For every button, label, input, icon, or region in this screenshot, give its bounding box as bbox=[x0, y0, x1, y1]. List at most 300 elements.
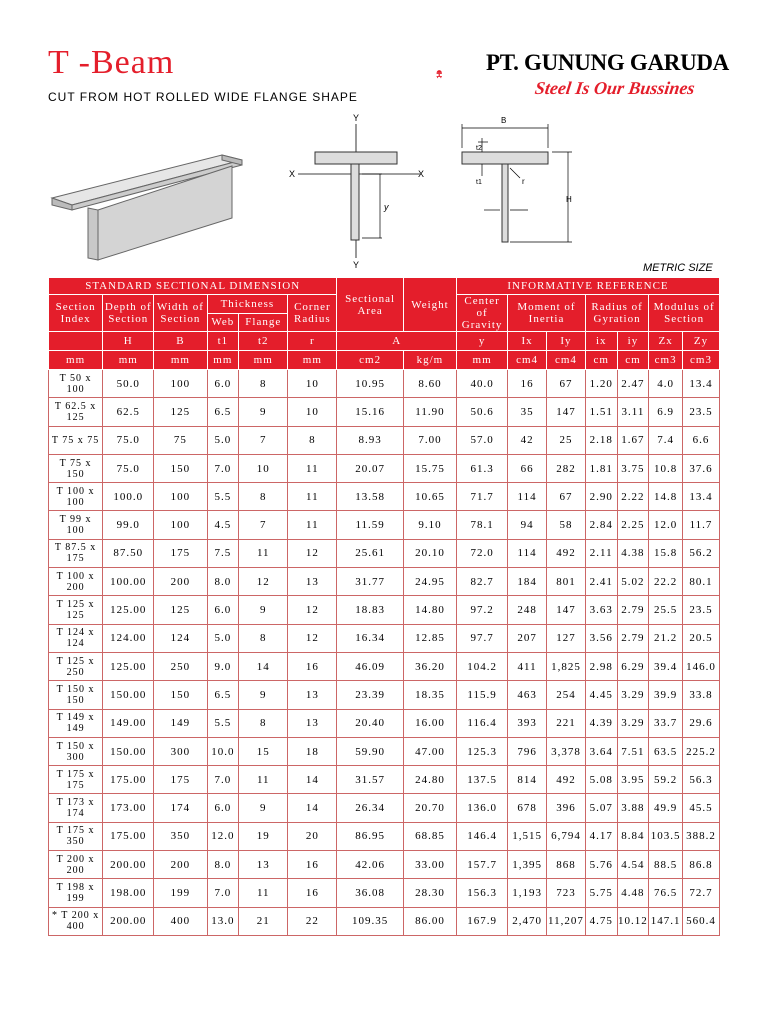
table-cell: 13 bbox=[288, 568, 337, 596]
axis-y-bottom-label: Y bbox=[353, 260, 360, 270]
table-row bbox=[49, 652, 720, 680]
section-index-cell: T 150 x 300 bbox=[49, 737, 103, 765]
unit-header: mm bbox=[49, 351, 103, 370]
t-beam-diagrams bbox=[0, 110, 768, 270]
table-cell: 14 bbox=[239, 652, 288, 680]
table-cell: 12.0 bbox=[649, 511, 683, 539]
table-cell: 56.2 bbox=[683, 539, 720, 567]
table-cell: 86.95 bbox=[337, 822, 403, 850]
table-cell: 67 bbox=[547, 370, 586, 398]
table-cell: 4.5 bbox=[207, 511, 239, 539]
table-cell: 13.4 bbox=[683, 483, 720, 511]
table-cell: 5.5 bbox=[207, 483, 239, 511]
table-cell: 10 bbox=[239, 454, 288, 482]
table-cell: 3.95 bbox=[617, 766, 649, 794]
metric-size-label: METRIC SIZE bbox=[643, 262, 713, 274]
table-cell: 7.0 bbox=[207, 879, 239, 907]
table-cell: 20.5 bbox=[683, 624, 720, 652]
section-index-cell: T 100 x 200 bbox=[49, 568, 103, 596]
table-cell: 4.39 bbox=[585, 709, 617, 737]
table-cell: 150 bbox=[154, 681, 207, 709]
table-cell: 39.9 bbox=[649, 681, 683, 709]
table-cell: 18.35 bbox=[403, 681, 456, 709]
table-cell: 10.12 bbox=[617, 907, 649, 935]
table-cell: 19 bbox=[239, 822, 288, 850]
table-cell: 225.2 bbox=[683, 737, 720, 765]
table-cell: 47.00 bbox=[403, 737, 456, 765]
cross-section-shape bbox=[315, 152, 397, 240]
unit-header: mm bbox=[154, 351, 207, 370]
table-cell: 200.00 bbox=[103, 907, 154, 935]
table-cell: 388.2 bbox=[683, 822, 720, 850]
dim-t2-label: t2 bbox=[476, 145, 482, 152]
col-center-header: Center of Gravity bbox=[457, 295, 508, 332]
table-row bbox=[49, 737, 720, 765]
table-cell: 7.0 bbox=[207, 454, 239, 482]
table-cell: 175 bbox=[154, 766, 207, 794]
table-cell: 801 bbox=[547, 568, 586, 596]
table-cell: 15 bbox=[239, 737, 288, 765]
dim-b-label: B bbox=[501, 116, 507, 125]
table-cell: 109.35 bbox=[337, 907, 403, 935]
table-cell: 20.07 bbox=[337, 454, 403, 482]
table-cell: 82.7 bbox=[457, 568, 508, 596]
table-cell: 124 bbox=[154, 624, 207, 652]
table-cell: 35 bbox=[508, 398, 547, 426]
table-cell: 796 bbox=[508, 737, 547, 765]
table-cell: 4.54 bbox=[617, 851, 649, 879]
table-cell: 10.8 bbox=[649, 454, 683, 482]
table-cell: 560.4 bbox=[683, 907, 720, 935]
table-cell: 18 bbox=[288, 737, 337, 765]
table-cell: 12 bbox=[288, 624, 337, 652]
table-cell: 25.61 bbox=[337, 539, 403, 567]
table-cell: 42.06 bbox=[337, 851, 403, 879]
table-cell: 8 bbox=[239, 370, 288, 398]
table-cell: 5.07 bbox=[585, 794, 617, 822]
table-cell: 59.2 bbox=[649, 766, 683, 794]
table-cell: 5.0 bbox=[207, 426, 239, 454]
table-cell: 463 bbox=[508, 681, 547, 709]
table-cell: 11,207 bbox=[547, 907, 586, 935]
table-cell: 97.2 bbox=[457, 596, 508, 624]
symbol-header: Ix bbox=[508, 332, 547, 351]
table-cell: 88.5 bbox=[649, 851, 683, 879]
col-weight-header: Weight bbox=[403, 278, 456, 332]
table-cell: 678 bbox=[508, 794, 547, 822]
unit-header: mm bbox=[207, 351, 239, 370]
table-cell: 200 bbox=[154, 851, 207, 879]
table-cell: 15.75 bbox=[403, 454, 456, 482]
table-cell: 13.0 bbox=[207, 907, 239, 935]
table-row bbox=[49, 822, 720, 850]
table-cell: 156.3 bbox=[457, 879, 508, 907]
table-row bbox=[49, 539, 720, 567]
table-cell: 24.95 bbox=[403, 568, 456, 596]
table-cell: 2.98 bbox=[585, 652, 617, 680]
table-cell: 5.08 bbox=[585, 766, 617, 794]
table-cell: 3.64 bbox=[585, 737, 617, 765]
table-cell: 1.20 bbox=[585, 370, 617, 398]
table-cell: 72.7 bbox=[683, 879, 720, 907]
t-beam-3d-drawing bbox=[52, 155, 242, 260]
table-cell: 18.83 bbox=[337, 596, 403, 624]
table-cell: 400 bbox=[154, 907, 207, 935]
table-cell: 20.70 bbox=[403, 794, 456, 822]
table-cell: 492 bbox=[547, 766, 586, 794]
table-row bbox=[49, 370, 720, 398]
table-row bbox=[49, 879, 720, 907]
table-cell: 99.0 bbox=[103, 511, 154, 539]
table-cell: 10.65 bbox=[403, 483, 456, 511]
table-cell: 26.34 bbox=[337, 794, 403, 822]
table-cell: 10 bbox=[288, 398, 337, 426]
section-index-cell: T 149 x 149 bbox=[49, 709, 103, 737]
table-cell: 814 bbox=[508, 766, 547, 794]
section-index-cell: * T 200 x 400 bbox=[49, 907, 103, 935]
page-subtitle: CUT FROM HOT ROLLED WIDE FLANGE SHAPE bbox=[48, 90, 358, 104]
table-cell: 7 bbox=[239, 426, 288, 454]
axis-x-right-label: X bbox=[418, 169, 425, 179]
table-cell: 20.10 bbox=[403, 539, 456, 567]
table-cell: 136.0 bbox=[457, 794, 508, 822]
table-cell: 21.2 bbox=[649, 624, 683, 652]
table-cell: 3.88 bbox=[617, 794, 649, 822]
table-cell: 4.45 bbox=[585, 681, 617, 709]
table-cell: 11 bbox=[239, 766, 288, 794]
table-cell: 31.57 bbox=[337, 766, 403, 794]
table-cell: 7.4 bbox=[649, 426, 683, 454]
table-cell: 8 bbox=[239, 483, 288, 511]
table-cell: 40.0 bbox=[457, 370, 508, 398]
dim-r-label: r bbox=[522, 177, 525, 186]
table-cell: 86.00 bbox=[403, 907, 456, 935]
company-slogan: Steel Is Our Bussines bbox=[533, 78, 697, 98]
table-cell: 207 bbox=[508, 624, 547, 652]
table-row bbox=[49, 596, 720, 624]
table-row bbox=[49, 794, 720, 822]
unit-header: cm3 bbox=[683, 351, 720, 370]
table-cell: 94 bbox=[508, 511, 547, 539]
table-cell: 13.4 bbox=[683, 370, 720, 398]
table-cell: 71.7 bbox=[457, 483, 508, 511]
table-cell: 146.4 bbox=[457, 822, 508, 850]
table-cell: 22 bbox=[288, 907, 337, 935]
table-cell: 3,378 bbox=[547, 737, 586, 765]
col-moment-header: Moment of Inertia bbox=[508, 295, 586, 332]
table-cell: 16.34 bbox=[337, 624, 403, 652]
table-cell: 2.18 bbox=[585, 426, 617, 454]
table-cell: 8.84 bbox=[617, 822, 649, 850]
col-radius-header: Radius of Gyration bbox=[585, 295, 648, 332]
table-cell: 75.0 bbox=[103, 454, 154, 482]
section-index-cell: T 150 x 150 bbox=[49, 681, 103, 709]
table-cell: 103.5 bbox=[649, 822, 683, 850]
table-cell: 115.9 bbox=[457, 681, 508, 709]
dim-h-label: H bbox=[566, 195, 572, 204]
col-width-header: Width of Section bbox=[154, 295, 207, 332]
section-index-cell: T 100 x 100 bbox=[49, 483, 103, 511]
table-cell: 175.00 bbox=[103, 766, 154, 794]
table-cell: 20.40 bbox=[337, 709, 403, 737]
table-cell: 157.7 bbox=[457, 851, 508, 879]
symbol-header: ix bbox=[585, 332, 617, 351]
table-row bbox=[49, 907, 720, 935]
table-cell: 68.85 bbox=[403, 822, 456, 850]
table-cell: 2.84 bbox=[585, 511, 617, 539]
table-cell: 50.6 bbox=[457, 398, 508, 426]
table-cell: 4.0 bbox=[649, 370, 683, 398]
company-name: PT. GUNUNG GARUDA bbox=[486, 50, 729, 75]
table-cell: 23.39 bbox=[337, 681, 403, 709]
table-cell: 45.5 bbox=[683, 794, 720, 822]
table-cell: 221 bbox=[547, 709, 586, 737]
table-cell: 350 bbox=[154, 822, 207, 850]
table-cell: 200 bbox=[154, 568, 207, 596]
table-cell: 8 bbox=[239, 709, 288, 737]
table-cell: 14 bbox=[288, 766, 337, 794]
table-cell: 56.3 bbox=[683, 766, 720, 794]
unit-header: cm3 bbox=[649, 351, 683, 370]
table-cell: 5.02 bbox=[617, 568, 649, 596]
table-cell: 4.48 bbox=[617, 879, 649, 907]
sym-empty-cell bbox=[49, 332, 103, 351]
table-cell: 22.2 bbox=[649, 568, 683, 596]
table-cell: 2.22 bbox=[617, 483, 649, 511]
table-cell: 12 bbox=[239, 568, 288, 596]
section-index-cell: T 125 x 125 bbox=[49, 596, 103, 624]
col-modulus-header: Modulus of Section bbox=[649, 295, 720, 332]
table-cell: 1,825 bbox=[547, 652, 586, 680]
unit-header: mm bbox=[239, 351, 288, 370]
table-cell: 1.51 bbox=[585, 398, 617, 426]
col-thickness-header: Thickness bbox=[207, 295, 288, 314]
table-cell: 36.20 bbox=[403, 652, 456, 680]
symbol-header: r bbox=[288, 332, 337, 351]
table-cell: 37.6 bbox=[683, 454, 720, 482]
table-cell: 8.93 bbox=[337, 426, 403, 454]
table-cell: 125.3 bbox=[457, 737, 508, 765]
table-cell: 393 bbox=[508, 709, 547, 737]
symbol-header: y bbox=[457, 332, 508, 351]
table-cell: 7.00 bbox=[403, 426, 456, 454]
table-cell: 11.59 bbox=[337, 511, 403, 539]
table-cell: 23.5 bbox=[683, 398, 720, 426]
section-index-cell: T 99 x 100 bbox=[49, 511, 103, 539]
unit-header: kg/m bbox=[403, 351, 456, 370]
table-cell: 50.0 bbox=[103, 370, 154, 398]
axis-y-top-label: Y bbox=[353, 113, 360, 123]
table-cell: 4.75 bbox=[585, 907, 617, 935]
table-cell: 6.29 bbox=[617, 652, 649, 680]
table-cell: 25.5 bbox=[649, 596, 683, 624]
table-cell: 1,395 bbox=[508, 851, 547, 879]
table-row bbox=[49, 709, 720, 737]
section-index-cell: T 62.5 x 125 bbox=[49, 398, 103, 426]
table-cell: 42 bbox=[508, 426, 547, 454]
table-cell: 300 bbox=[154, 737, 207, 765]
table-cell: 6.6 bbox=[683, 426, 720, 454]
dim-t1-label: t1 bbox=[476, 179, 482, 186]
dim-y-label: y bbox=[384, 202, 389, 212]
table-cell: 23.5 bbox=[683, 596, 720, 624]
table-cell: 9 bbox=[239, 398, 288, 426]
symbol-header: Iy bbox=[547, 332, 586, 351]
table-cell: 80.1 bbox=[683, 568, 720, 596]
table-cell: 33.00 bbox=[403, 851, 456, 879]
table-row bbox=[49, 511, 720, 539]
table-cell: 149 bbox=[154, 709, 207, 737]
table-cell: 36.08 bbox=[337, 879, 403, 907]
table-row bbox=[49, 483, 720, 511]
table-cell: 175.00 bbox=[103, 822, 154, 850]
table-cell: 167.9 bbox=[457, 907, 508, 935]
table-row bbox=[49, 624, 720, 652]
table-cell: 100 bbox=[154, 511, 207, 539]
section-index-cell: T 75 x 75 bbox=[49, 426, 103, 454]
table-cell: 59.90 bbox=[337, 737, 403, 765]
unit-header: cm4 bbox=[508, 351, 547, 370]
table-cell: 3.75 bbox=[617, 454, 649, 482]
col-flange-header: Flange bbox=[239, 313, 288, 332]
table-cell: 24.80 bbox=[403, 766, 456, 794]
table-cell: 12.85 bbox=[403, 624, 456, 652]
table-cell: 250 bbox=[154, 652, 207, 680]
section-index-cell: T 200 x 200 bbox=[49, 851, 103, 879]
table-cell: 33.8 bbox=[683, 681, 720, 709]
table-cell: 248 bbox=[508, 596, 547, 624]
table-cell: 10.0 bbox=[207, 737, 239, 765]
table-cell: 75 bbox=[154, 426, 207, 454]
col-depth-header: Depth of Section bbox=[103, 295, 154, 332]
table-row bbox=[49, 426, 720, 454]
table-cell: 254 bbox=[547, 681, 586, 709]
table-cell: 198.00 bbox=[103, 879, 154, 907]
table-cell: 1.81 bbox=[585, 454, 617, 482]
table-cell: 6.0 bbox=[207, 794, 239, 822]
col-corner-header: Corner Radius bbox=[288, 295, 337, 332]
table-cell: 63.5 bbox=[649, 737, 683, 765]
table-cell: 174 bbox=[154, 794, 207, 822]
table-cell: 125 bbox=[154, 398, 207, 426]
table-cell: 5.5 bbox=[207, 709, 239, 737]
table-cell: 104.2 bbox=[457, 652, 508, 680]
symbol-header: iy bbox=[617, 332, 649, 351]
table-cell: 16 bbox=[288, 652, 337, 680]
table-cell: 13 bbox=[239, 851, 288, 879]
table-cell: 97.7 bbox=[457, 624, 508, 652]
table-cell: 7.51 bbox=[617, 737, 649, 765]
table-cell: 12 bbox=[288, 596, 337, 624]
table-cell: 125.00 bbox=[103, 596, 154, 624]
table-cell: 3.29 bbox=[617, 681, 649, 709]
table-cell: 33.7 bbox=[649, 709, 683, 737]
symbol-header: t2 bbox=[239, 332, 288, 351]
table-cell: 14.8 bbox=[649, 483, 683, 511]
col-area-header: Sectional Area bbox=[337, 278, 403, 332]
table-cell: 1,193 bbox=[508, 879, 547, 907]
table-cell: 100 bbox=[154, 370, 207, 398]
table-cell: 147 bbox=[547, 596, 586, 624]
unit-header: mm bbox=[288, 351, 337, 370]
table-cell: 8.0 bbox=[207, 851, 239, 879]
group-info-header: INFORMATIVE REFERENCE bbox=[457, 278, 720, 295]
table-cell: 8.0 bbox=[207, 568, 239, 596]
table-cell: 6,794 bbox=[547, 822, 586, 850]
table-row bbox=[49, 398, 720, 426]
table-cell: 49.9 bbox=[649, 794, 683, 822]
table-cell: 72.0 bbox=[457, 539, 508, 567]
symbol-header: Zy bbox=[683, 332, 720, 351]
section-index-cell: T 173 x 174 bbox=[49, 794, 103, 822]
table-cell: 6.0 bbox=[207, 596, 239, 624]
table-cell: 2.79 bbox=[617, 596, 649, 624]
table-row bbox=[49, 454, 720, 482]
table-cell: 100 bbox=[154, 483, 207, 511]
table-cell: 25 bbox=[547, 426, 586, 454]
table-cell: 9.10 bbox=[403, 511, 456, 539]
table-cell: 66 bbox=[508, 454, 547, 482]
table-cell: 3.56 bbox=[585, 624, 617, 652]
table-cell: 16 bbox=[288, 851, 337, 879]
table-cell: 1.67 bbox=[617, 426, 649, 454]
symbol-header: A bbox=[337, 332, 457, 351]
symbol-header: B bbox=[154, 332, 207, 351]
table-cell: 2,470 bbox=[508, 907, 547, 935]
section-index-cell: T 50 x 100 bbox=[49, 370, 103, 398]
table-cell: 75.0 bbox=[103, 426, 154, 454]
table-cell: 199 bbox=[154, 879, 207, 907]
table-cell: 150 bbox=[154, 454, 207, 482]
table-cell: 8 bbox=[288, 426, 337, 454]
table-cell: 11 bbox=[239, 539, 288, 567]
table-cell: 11 bbox=[288, 454, 337, 482]
table-cell: 6.5 bbox=[207, 398, 239, 426]
table-cell: 67 bbox=[547, 483, 586, 511]
table-cell: 9.0 bbox=[207, 652, 239, 680]
table-cell: 7 bbox=[239, 511, 288, 539]
table-cell: 127 bbox=[547, 624, 586, 652]
table-cell: 28.30 bbox=[403, 879, 456, 907]
table-cell: 11 bbox=[239, 879, 288, 907]
table-cell: 8 bbox=[239, 624, 288, 652]
table-cell: 868 bbox=[547, 851, 586, 879]
table-cell: 125 bbox=[154, 596, 207, 624]
table-cell: 78.1 bbox=[457, 511, 508, 539]
page-title: T -Beam bbox=[48, 44, 175, 81]
table-cell: 4.17 bbox=[585, 822, 617, 850]
table-cell: 2.90 bbox=[585, 483, 617, 511]
dimension-section-shape bbox=[462, 152, 548, 242]
section-index-cell: T 75 x 150 bbox=[49, 454, 103, 482]
table-cell: 14 bbox=[288, 794, 337, 822]
table-cell: 62.5 bbox=[103, 398, 154, 426]
unit-header: cm bbox=[617, 351, 649, 370]
table-cell: 4.38 bbox=[617, 539, 649, 567]
group-standard-header: STANDARD SECTIONAL DIMENSION bbox=[49, 278, 337, 295]
table-cell: 86.8 bbox=[683, 851, 720, 879]
table-cell: 116.4 bbox=[457, 709, 508, 737]
table-cell: 11 bbox=[288, 483, 337, 511]
table-cell: 13.58 bbox=[337, 483, 403, 511]
table-cell: 100.0 bbox=[103, 483, 154, 511]
table-cell: 147.1 bbox=[649, 907, 683, 935]
section-index-cell: T 125 x 250 bbox=[49, 652, 103, 680]
table-cell: 125.00 bbox=[103, 652, 154, 680]
table-cell: 146.0 bbox=[683, 652, 720, 680]
table-cell: 20 bbox=[288, 822, 337, 850]
table-cell: 8.60 bbox=[403, 370, 456, 398]
